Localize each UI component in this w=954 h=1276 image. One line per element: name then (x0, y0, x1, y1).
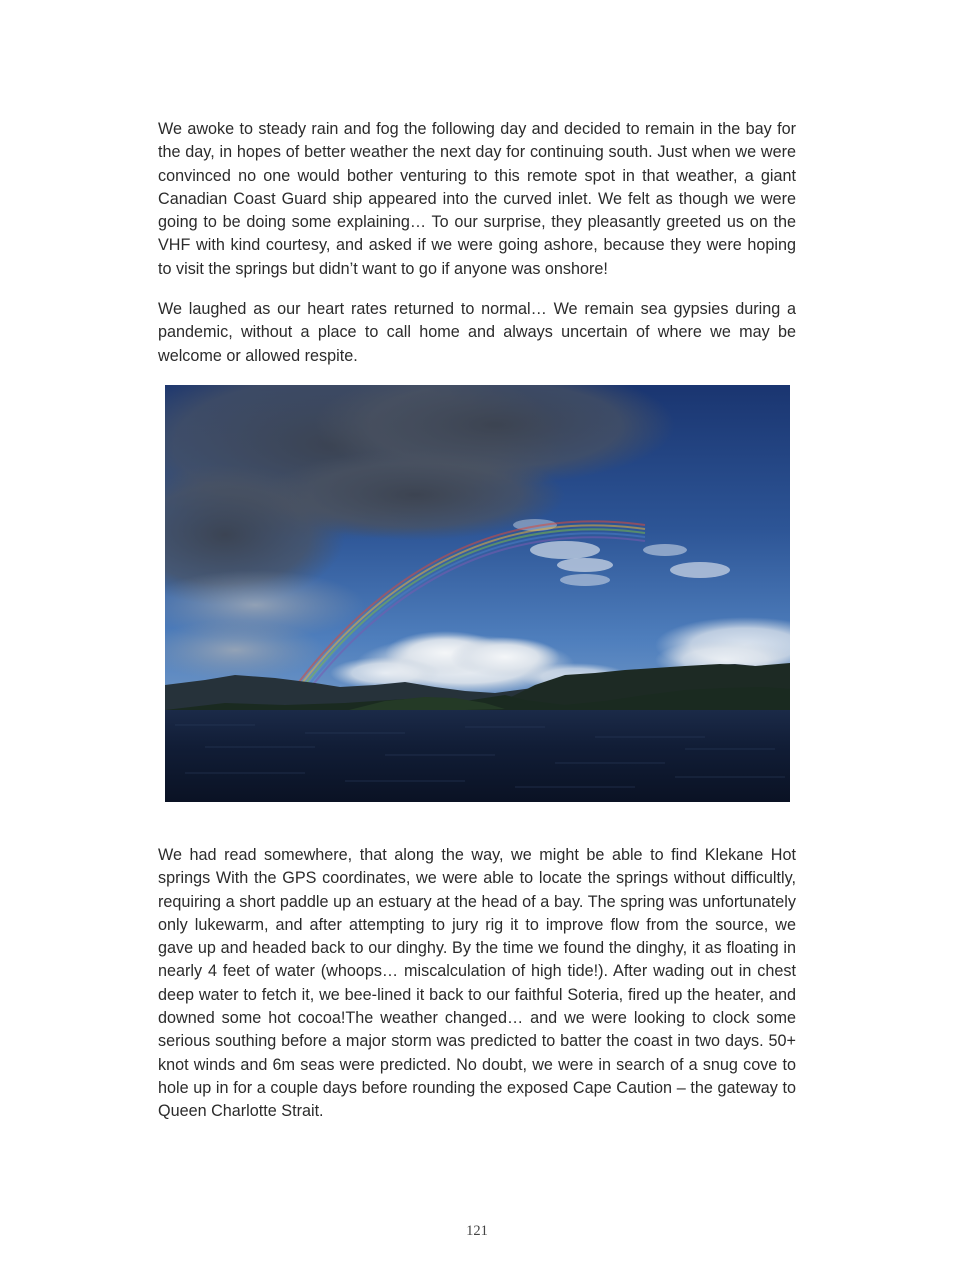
paragraph-coast-guard: We awoke to steady rain and fog the following day and decided to remain in the bay for the day, in hopes of better weather the next day for continuing south. Just when we were convinced no one would bother venturing to this remote spot in that weather, a giant Canadian Coast Guard ship appeared into the curved inlet. We felt as though we were going to be doing some explaining… To our surprise, they pleasantly greeted us on the VHF with kind courtesy, and asked if we were going ashore, because they were hoping to visit the springs but didn’t want to go if anyone was onshore! (158, 120, 796, 278)
rainbow-over-inlet-photo (165, 385, 790, 802)
paragraph-sea-gypsies: We laughed as our heart rates returned to normal… We remain sea gypsies during a pandemic, without a place to call home and always uncertain of where we may be welcome or allowed respite. (158, 300, 796, 365)
page-number: 121 (466, 1223, 488, 1239)
photo-illustration (165, 385, 790, 802)
paragraph-klekane-hot-springs: We had read somewhere, that along the way, we might be able to find Klekane Hot springs With the GPS coordinates, we were able to locate the springs without difficultly, requiring a short paddle up an estuary at the head of a bay. The spring was unfortunately only lukewarm, and after attempting to jury rig it to improve flow from the source, we gave up and headed back to our dinghy. By the time we found the dinghy, it as floating in nearly 4 feet of water (whoops… miscalculation of high tide!). After wading out in chest deep water to fetch it, we bee-lined it back to our faithful Soteria, fired up the heater, and downed some hot cocoa!The weather changed… and we were looking to clock some serious southing before a major storm was predicted to batter the coast in two days. 50+ knot winds and 6m seas were predicted. No doubt, we were in search of a snug cove to hole up in for a couple days before rounding the exposed Cape Caution – the gateway to Queen Charlotte Strait. (158, 846, 796, 1121)
